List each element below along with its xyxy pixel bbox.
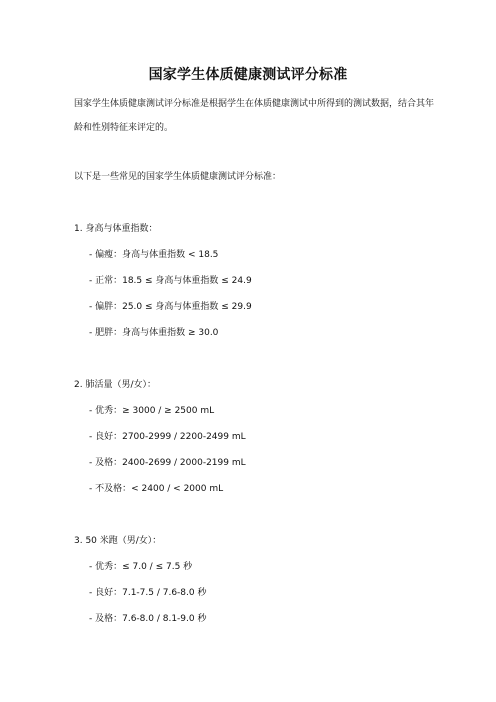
list-item: - 优秀：≥ 3000 / ≥ 2500 mL (89, 406, 215, 416)
intro-paragraph: 国家学生体质健康测试评分标准是根据学生在体质健康测试中所得到的测试数据，结合其年龄和性别特征来评定的。 (74, 99, 435, 133)
list-item: - 良好：7.1-7.5 / 7.6-8.0 秒 (89, 588, 207, 598)
document-title: 国家学生体质健康测试评分标准 (148, 67, 348, 83)
lead-text: 以下是一些常见的国家学生体质健康测试评分标准： (74, 172, 282, 182)
list-item: - 良好：2700-2999 / 2200-2499 mL (89, 432, 246, 442)
list-item: - 偏瘦：身高与体重指数 < 18.5 (89, 250, 219, 260)
section-heading-50m-run: 3. 50 米跑（男/女）： (74, 536, 162, 546)
section-heading-lung-capacity: 2. 肺活量（男/女）： (74, 380, 156, 390)
list-item: - 偏胖：25.0 ≤ 身高与体重指数 ≤ 29.9 (89, 302, 252, 312)
list-item: - 及格：7.6-8.0 / 8.1-9.0 秒 (89, 614, 207, 624)
list-item: - 及格：2400-2699 / 2000-2199 mL (89, 458, 246, 468)
list-item: - 肥胖：身高与体重指数 ≥ 30.0 (89, 328, 219, 338)
section-heading-bmi: 1. 身高与体重指数： (74, 224, 158, 234)
list-item: - 正常：18.5 ≤ 身高与体重指数 ≤ 24.9 (89, 276, 252, 286)
list-item: - 优秀：≤ 7.0 / ≤ 7.5 秒 (89, 562, 193, 572)
list-item: - 不及格：< 2400 / < 2000 mL (89, 484, 224, 494)
